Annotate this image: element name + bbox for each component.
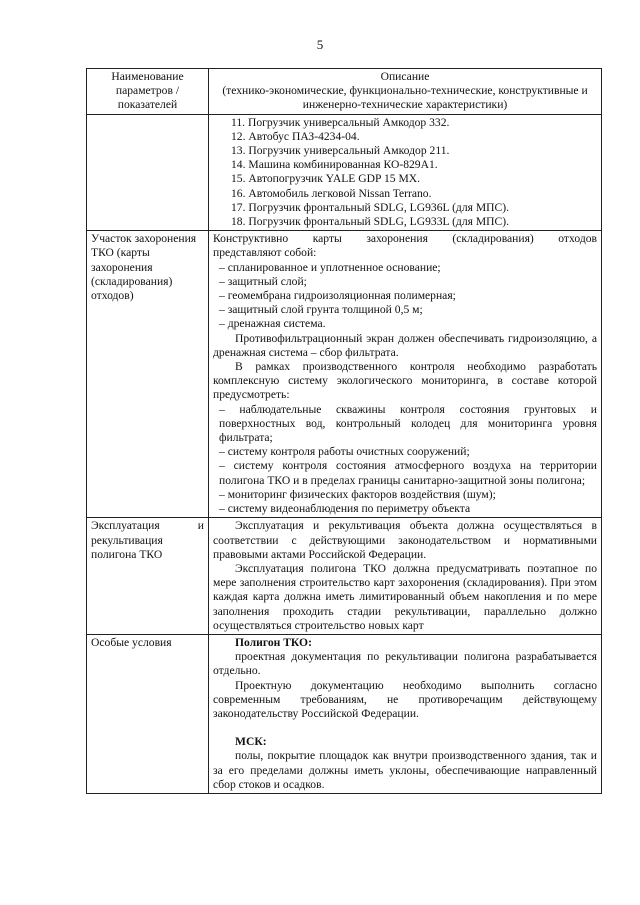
list-item: 14. Машина комбинированная КО-829А1.: [231, 158, 438, 172]
page-number: 5: [316, 37, 324, 52]
table-header-row: [87, 69, 602, 115]
operation-description: [209, 518, 602, 635]
header-description: [209, 69, 602, 115]
msk-heading: МСК:: [235, 735, 267, 749]
monitoring-paragraph: В рамках производственного контроля необходимо разработать комплексную систему экологического мониторинга, в составе которой предусмотреть:: [213, 360, 597, 402]
operation-name: Эксплуатация и рекультивация полигона ТКО: [87, 518, 209, 635]
header-description-subtitle: (технико-экономические, функционально-технические, конструктивные и инженерно-технические характеристики): [222, 84, 588, 112]
list-item: – систему контроля состояния атмосферного воздуха на территории полигона ТКО и в пределах границы санитарно-защитной зоны полигона;: [219, 459, 597, 487]
list-item: – мониторинг физических факторов воздействия (шум);: [219, 487, 496, 501]
table-row-operation: [87, 518, 602, 635]
disposal-site-name: Участок захоронения ТКО (карты захоронения (складирования) отходов): [87, 231, 209, 518]
tko-paragraph-2: Проектную документацию необходимо выполнить согласно современным требованиям, не противоречащим действующему законодательству Российской Федерации.: [213, 678, 597, 720]
specification-table: [86, 68, 602, 794]
site-intro-line1: Конструктивно карты захоронения (складирования) отходов: [213, 232, 597, 246]
table-row-equipment: [87, 114, 602, 231]
list-item: 15. Автопогрузчик YALE GDP 15 MX.: [231, 172, 421, 186]
disposal-site-description: [209, 231, 602, 518]
list-item: – систему контроля работы очистных сооружений;: [219, 445, 470, 459]
equipment-name-cell: [87, 114, 209, 231]
msk-paragraph-1: полы, покрытие площадок как внутри производственного здания, так и за его пределами должны иметь уклоны, обеспечивающие направленный сбор стоков и осадков.: [213, 749, 597, 791]
list-item: – спланированное и уплотненное основание;: [219, 260, 441, 274]
table-row-disposal-site: [87, 231, 602, 518]
header-description-title: Описание: [380, 70, 430, 83]
table-row-special-conditions: [87, 634, 602, 793]
equipment-list: [213, 116, 597, 230]
equipment-list-cell: [209, 114, 602, 231]
special-conditions-name: Особые условия: [87, 634, 209, 793]
list-item: 13. Погрузчик универсальный Амкодор 211.: [231, 144, 450, 158]
special-conditions-description: [209, 634, 602, 793]
site-intro-line2: представляют собой:: [213, 246, 317, 260]
tko-heading: Полигон ТКО:: [235, 635, 312, 649]
list-item: – систему видеонаблюдения по периметру объекта: [219, 502, 471, 516]
tko-paragraph-1: проектная документация по рекультивации полигона разрабатывается отдельно.: [213, 650, 597, 678]
filter-paragraph: Противофильтрационный экран должен обеспечивать гидроизоляцию, а дренажная система – сбор фильтрата.: [213, 331, 597, 359]
list-item: – геомембрана гидроизоляционная полимерная;: [219, 289, 456, 303]
list-item: 11. Погрузчик универсальный Амкодор 332.: [231, 115, 450, 129]
header-parameters: Наименование параметров / показателей: [87, 69, 209, 115]
spacer: [213, 721, 597, 735]
list-item: – защитный слой грунта толщиной 0,5 м;: [219, 303, 423, 317]
operation-paragraph-2: Эксплуатация полигона ТКО должна предусматривать поэтапное по мере заполнения строительство карт захоронения (складирования). При этом каждая карта должна иметь лимитированный объем накопления и по мере заполнения проходить стадии рекультивации, параллельно должно осуществляться строительство новых карт: [213, 561, 597, 632]
list-item: 16. Автомобиль легковой Nissan Terrano.: [231, 186, 432, 200]
list-item: 18. Погрузчик фронтальный SDLG, LG933L (для МПС).: [231, 215, 510, 229]
list-item: – защитный слой;: [219, 274, 307, 288]
list-item: 12. Автобус ПАЗ-4234-04.: [231, 129, 360, 143]
list-item: – наблюдательные скважины контроля состояния грунтовых и поверхностных вод, контрольный колодец для мониторинга уровня фильтрата;: [219, 402, 597, 445]
list-item: 17. Погрузчик фронтальный SDLG, LG936L (для МПС).: [231, 200, 510, 214]
list-item: – дренажная система.: [219, 317, 326, 331]
operation-paragraph-1: Эксплуатация и рекультивация объекта должна осуществляться в соответствии с действующими законодательством и нормативными правовыми актами Российской Федерации.: [213, 519, 597, 561]
